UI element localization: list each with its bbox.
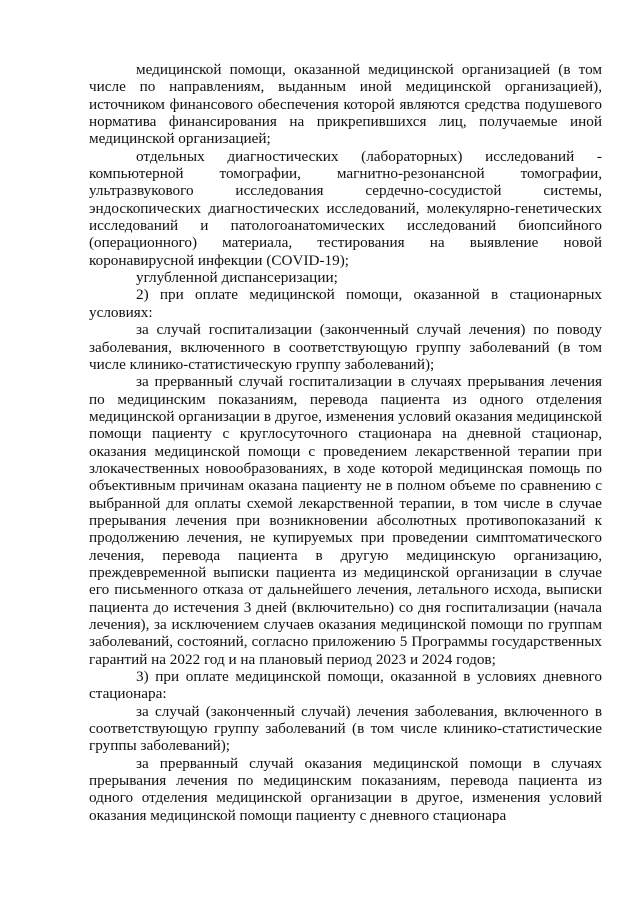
paragraph-inpatient-heading: 2) при оплате медицинской помощи, оказанной в стационарных условиях: [89,286,602,321]
document-page [89,61,602,824]
paragraph-in-depth-screening: углубленной диспансеризации; [136,269,338,287]
paragraph-day-hospital-case: за случай (законченный случай) лечения заболевания, включенного в соответствующую группу заболеваний (в том числе клинико-статистические группы заболеваний); [89,702,602,755]
paragraph-referral-care: медицинской помощи, оказанной медицинской организацией (в том числе по направлениям, выданным иной медицинской организацией), источником финансового обеспечения которой являются средства подушевого норматива финансирования на прикрепившихся лиц, получаемые иной медицинской организацией; [89,61,602,148]
paragraph-interrupted-day-care: за прерванный случай оказания медицинской помощи в случаях прерывания лечения по медицинским показаниям, перевода пациента из одного отделения медицинской организации в другое, изменения условий оказания медицинской помощи пациенту с дневного стационара [89,754,602,824]
paragraph-interrupted-hospitalization: за прерванный случай госпитализации в случаях прерывания лечения по медицинским показаниям, перевода пациента из одного отделения медицинской организации в другое, изменения условий оказания медицинской помощи пациенту с круглосуточного стационара на дневной стационар, оказания медицинской помощи с проведением лекарственной терапии при злокачественных новообразованиях, в ходе которой медицинская помощь по объективным причинам оказана пациенту не в полном объеме по сравнению с выбранной для оплаты схемой лекарственной терапии, в том числе в случае прерывания лечения при возникновении абсолютных противопоказаний к продолжению лечения, не купируемых при проведении симптоматического лечения, перевода пациента в другую медицинскую организацию, преждевременной выписки пациента из медицинской организации в случае его письменного отказа от дальнейшего лечения, летального исхода, выписки пациента до истечения 3 дней (включительно) со дня госпитализации (начала лечения), за исключением случаев оказания медицинской помощи по группам заболеваний, состояний, согласно приложению 5 Программы государственных гарантий на 2022 год и на плановый период 2023 и 2024 годов; [89,373,602,668]
paragraph-day-hospital-heading: 3) при оплате медицинской помощи, оказанной в условиях дневного стационара: [89,668,602,703]
paragraph-diagnostic-studies: отдельных диагностических (лабораторных) исследований - компьютерной томографии, магнитно-резонансной томографии, ультразвукового исследования сердечно-сосудистой системы, эндоскопических диагностических исследований, молекулярно-генетических исследований и патологоанатомических исследований биопсийного (операционного) материала, тестирования на выявление новой коронавирусной инфекции (COVID-19); [89,147,602,269]
paragraph-hospitalization-case: за случай госпитализации (законченный случай лечения) по поводу заболевания, включенного в соответствующую группу заболеваний (в том числе клинико-статистическую группу заболеваний); [89,321,602,373]
